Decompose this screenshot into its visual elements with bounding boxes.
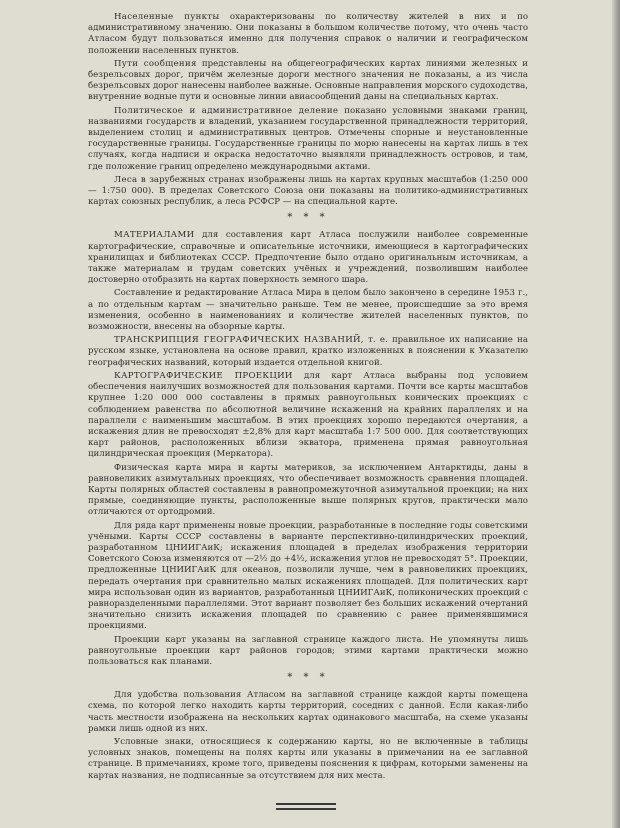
paragraph-text: Физическая карта мира и карты материков, за исключением Антарктиды, даны в равновеликих азимутальных проекциях, что обеспечивает возможность сравнения площадей. Карты полярных областей составлены в равнопромежуточной азимутальной проекции; на них прямые, соединяющие пункты, расположенные выше полярных кругов, практически мало отличаются от ортодромий. [88,462,528,518]
paragraph-lead: Пути сообщения [114,58,197,69]
paragraph-lead: Населенные пункты [114,12,220,22]
paragraph [88,690,528,735]
body-text [88,12,528,784]
paragraph-text: Проекции карт указаны на заглавной странице каждого листа. Не упомянуты лишь равноугольные проекции карт районов городов; этими картами практически можно пользоваться как планами. [88,634,528,667]
paragraph-lead: МАТЕРИАЛАМИ [114,230,195,241]
page-edge [612,0,620,828]
footer-rule [276,803,336,805]
section-separator: * * * [287,672,329,684]
paragraph [88,106,528,173]
paragraph [88,635,528,669]
paragraph [88,175,528,209]
section-separator: * * * [287,212,329,224]
paragraph-text: представлены на общегеографических картах линиями железных и безрельсовых дорог, причём железные дороги местного значения не показаны, а из числа безрельсовых дорог нанесены наиболее важные. Основные направления морского судоходства, внутренние водные пути и основные линии авиасообщений даны на специальных картах. [88,58,529,103]
paragraph-text: т. е. правильное их написание на русском языке, установлена на основе правил, кратко изложенных в пояснении к Указателю географических названий, который издается отдельной книгой. [88,335,528,368]
paragraph [88,335,528,369]
paragraph-lead: КАРТОГРАФИЧЕСКИЕ ПРОЕКЦИИ [114,370,293,381]
paragraph-text: показано условными знаками границ, названиями государств и владений, указанием государственной принадлежности территорий, выделением столиц и административных центров. Отмечены спорные и неустановленные государственные границы. Государственные границы по морю нанесены на картах лишь в тех случаях, когда надписи и окраска недостаточно выявляли принадлежность островов, и там, где положение границ определено международными актами. [88,105,528,172]
paragraph-text: в зарубежных странах изображены лишь на картах крупных масштабов (1:250 000 — 1:750 000). В пределах Советского Союза они показаны на политико-административных картах союзных республик, а леса РСФСР — на специальной карте. [88,174,528,208]
paragraph-text: Составление и редактирование Атласа Мира в целом было закончено в середине 1953 г., а по отдельным картам — значительно раньше. Тем не менее, происшедшие за это время изменения, особенно в наименованиях и количестве жителей населенных пунктов, по возможности, внесены на обзорные карты. [88,288,528,333]
paragraph [88,12,528,57]
paragraph-text: охарактеризованы по количеству жителей в них и по административному значению. Они показаны в большом количестве потому, что очень часто Атласом будут пользоваться именно для получения справок о наличии и географическом положении населенных пунктов. [88,12,528,56]
paragraph [88,230,528,286]
paragraph [88,737,528,782]
paragraph-text: для составления карт Атласа послужили наиболее современные картографические, справочные и описательные источники, имеющиеся в картографических хранилищах и библиотеках СССР. Предпочтение было отдано оригинальным источникам, а также материалам и трудам советских учёных и учреждений, позволившим наиболее достоверно отобразить на картах поверхность земного шара. [88,230,528,286]
paragraph-text: Для удобства пользования Атласом на заглавной странице каждой карты помещена схема, по которой легко находить карты территорий, соседних с данной. Если какая-либо часть местности изображена на нескольких картах одинакового масштаба, на схеме указаны рамки лишь одной из них. [88,690,528,734]
paragraph [88,371,528,461]
paragraph-lead: Леса [114,174,138,185]
paragraph-lead: Политическое и административное деление [114,105,339,116]
paragraph [88,463,528,519]
footer-rule [276,808,336,810]
paragraph-text: Условные знаки, относящиеся к содержанию карты, но не включенные в таблицы условных знаков, помещены на полях карты или указаны в примечании на ее заглавной странице. В примечаниях, кроме того, приведены пояснения к цифрам, которыми заменены на картах названия, не подписанные за отсутствием для них места. [88,736,528,781]
paragraph [88,521,528,633]
paragraph [88,288,528,333]
paragraph-lead: ТРАНСКРИПЦИЯ ГЕОГРАФИЧЕСКИХ НАЗВАНИЙ, [114,335,364,346]
paragraph [88,59,528,104]
paragraph-text: для карт Атласа выбраны под условием обеспечения наилучших возможностей для пользования картами. Почти все карты масштабов крупнее 1:20 000 000 составлены в прямых равноугольных конических проекциях с соблюдением равенства по абсолютной величине искажений на крайних параллелях и на параллели с наименьшим масштабом. В этих проекциях хорошо передаются очертания, а искажения длин не превосходят ±2,8% для карт масштаба 1:7 500 000. Для соответствующих карт районов, расположенных вблизи экватора, применена прямая равноугольная цилиндрическая проекция (Меркатора). [88,370,528,460]
paragraph-text: Для ряда карт применены новые проекции, разработанные в последние годы советскими учёными. Карты СССР составлены в варианте перспективно-цилиндрических проекций, разработанном ЦНИИГАиК; искажения площадей в пределах изображения территории Советского Союза изменяются от —2½ до +4½, искажения углов не превосходят 5°. Проекции, предложенные ЦНИИГАиК для океанов, позволили лучше, чем в равновеликих проекциях, передать очертания при сравнительно малых искажениях площадей. Для политических карт мира использован один из вариантов, разработанный ЦНИИГАиК, поликонических проекций с равноразделенными параллелями. Этот вариант позволяет без больших искажений очертаний значительно снизить искажения площадей по сравнению с ранее применявшимися проекциями. [88,520,528,632]
